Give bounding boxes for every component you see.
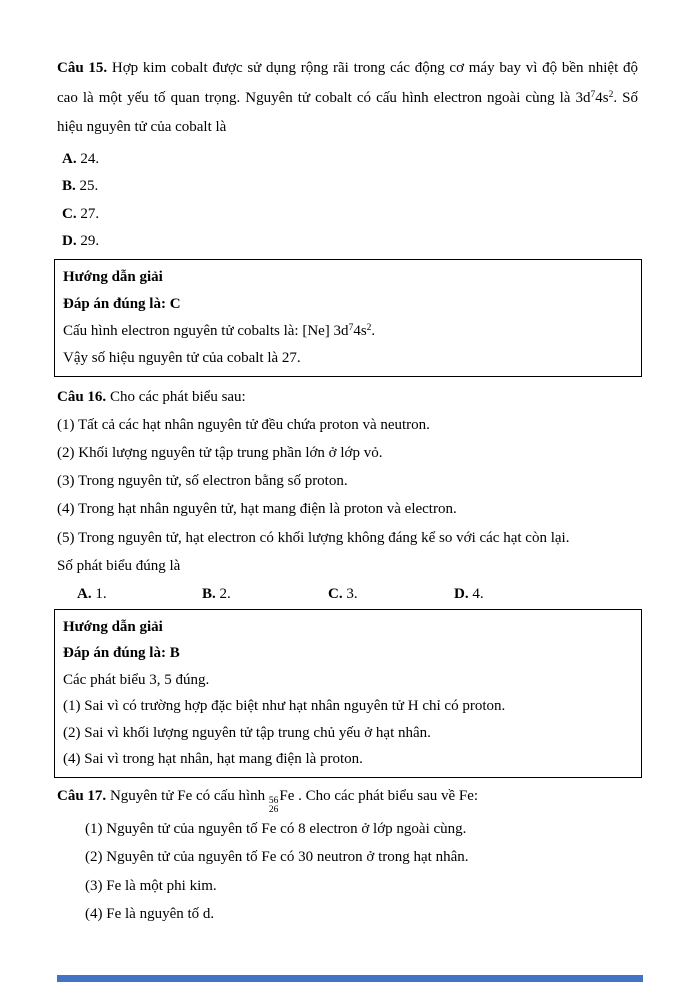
question-15-text: Hợp kim cobalt được sử dụng rộng rãi trong các động cơ máy bay vì độ bền nhiệt độ cao là một yếu tố quan trọng. Nguyên tử cobalt có cấu hình electron ngoài cùng là $3d^74s^2$. Số hiệu nguyên tử của cobalt là bbox=[57, 60, 639, 135]
question-15-label: Câu 15. bbox=[57, 60, 108, 76]
question-16-label: Câu 16. bbox=[57, 388, 107, 405]
option-a-label: A. bbox=[77, 585, 92, 602]
option-d-text: 29. bbox=[80, 233, 100, 249]
option-a-text: 1. bbox=[95, 585, 107, 602]
statement: (3) Trong nguyên tử, số electron bằng số proton. bbox=[57, 473, 348, 490]
option-c-text: 3. bbox=[346, 585, 358, 602]
solution-line: Vậy số hiệu nguyên tử của cobalt là 27. bbox=[63, 349, 301, 366]
solution-answer: Đáp án đúng là: B bbox=[63, 645, 180, 662]
question-15-paragraph bbox=[57, 54, 638, 143]
question-16-title bbox=[57, 383, 638, 411]
question-17 bbox=[57, 782, 638, 929]
question-16-options-row bbox=[57, 581, 638, 607]
solution-title: Hướng dẫn giải bbox=[63, 268, 163, 285]
question-16 bbox=[57, 383, 638, 580]
solution-line: (2) Sai vì khối lượng nguyên tử tập trung chủ yếu ở hạt nhân. bbox=[63, 724, 431, 741]
fe-nuclide-notation bbox=[268, 787, 295, 815]
solution-answer: Đáp án đúng là: C bbox=[63, 295, 181, 312]
statement: (5) Trong nguyên tử, hạt electron có khối lượng không đáng kể so với các hạt còn lại. bbox=[57, 529, 570, 546]
next-section-blue-bar bbox=[57, 975, 643, 982]
statement: (2) Khối lượng nguyên tử tập trung phần lớn ở lớp vỏ. bbox=[57, 444, 383, 461]
statement: (4) Trong hạt nhân nguyên tử, hạt mang điện là proton và electron. bbox=[57, 501, 457, 518]
nuclide-atomic-number: 26 bbox=[268, 804, 279, 815]
question-17-label: Câu 17. bbox=[57, 787, 107, 804]
solution-line: (1) Sai vì có trường hợp đặc biệt như hạt nhân nguyên tử H chỉ có proton. bbox=[63, 698, 506, 715]
option-b-label: B. bbox=[202, 585, 216, 602]
statement: (3) Fe là một phi kim. bbox=[85, 877, 217, 894]
option-c-label: C. bbox=[328, 585, 343, 602]
nuclide-mass-number: 56 bbox=[268, 795, 279, 806]
option-b bbox=[202, 581, 328, 607]
option-d bbox=[57, 228, 638, 256]
question-17-pre: Nguyên tử Fe có cấu hình bbox=[106, 787, 269, 804]
statement: (1) Tất cả các hạt nhân nguyên tử đều chứa proton và neutron. bbox=[57, 416, 430, 433]
solution-box-15 bbox=[54, 259, 642, 377]
statement: (1) Nguyên tử của nguyên tố Fe có 8 electron ở lớp ngoài cùng. bbox=[85, 820, 467, 837]
option-d-label: D. bbox=[454, 585, 469, 602]
statement: (2) Nguyên tử của nguyên tố Fe có 30 neutron ở trong hạt nhân. bbox=[85, 849, 469, 866]
question-16-closing: Số phát biểu đúng là bbox=[57, 557, 181, 574]
option-a-label: A. bbox=[62, 150, 77, 167]
option-b bbox=[57, 173, 638, 201]
question-17-title bbox=[57, 782, 638, 815]
option-c bbox=[328, 581, 454, 607]
option-d-label: D. bbox=[62, 233, 77, 249]
option-b-text: 2. bbox=[219, 585, 231, 602]
option-a bbox=[77, 581, 202, 607]
solution-line: Cấu hình electron nguyên tử cobalts là: [Ne] $3d^74s^2$. bbox=[63, 322, 376, 339]
solution-line: Các phát biểu 3, 5 đúng. bbox=[63, 671, 210, 688]
option-c-text: 27. bbox=[80, 205, 100, 222]
option-c bbox=[57, 201, 638, 229]
solution-title: Hướng dẫn giải bbox=[63, 618, 163, 635]
option-c-label: C. bbox=[62, 205, 77, 222]
option-a-text: 24. bbox=[80, 150, 100, 167]
option-d-text: 4. bbox=[472, 585, 484, 602]
option-d bbox=[454, 581, 580, 607]
option-b-label: B. bbox=[62, 178, 76, 194]
option-b-text: 25. bbox=[79, 178, 99, 194]
option-a bbox=[57, 146, 638, 174]
solution-box-16 bbox=[54, 609, 642, 778]
question-17-post: . Cho các phát biểu sau về Fe: bbox=[294, 787, 479, 804]
question-16-intro: Cho các phát biểu sau: bbox=[106, 388, 246, 405]
question-17-statements bbox=[57, 815, 638, 929]
solution-line: (4) Sai vì trong hạt nhân, hạt mang điện là proton. bbox=[63, 751, 363, 768]
question-15-options bbox=[57, 146, 638, 256]
statement: (4) Fe là nguyên tố d. bbox=[85, 906, 215, 923]
nuclide-symbol: Fe bbox=[279, 787, 295, 804]
